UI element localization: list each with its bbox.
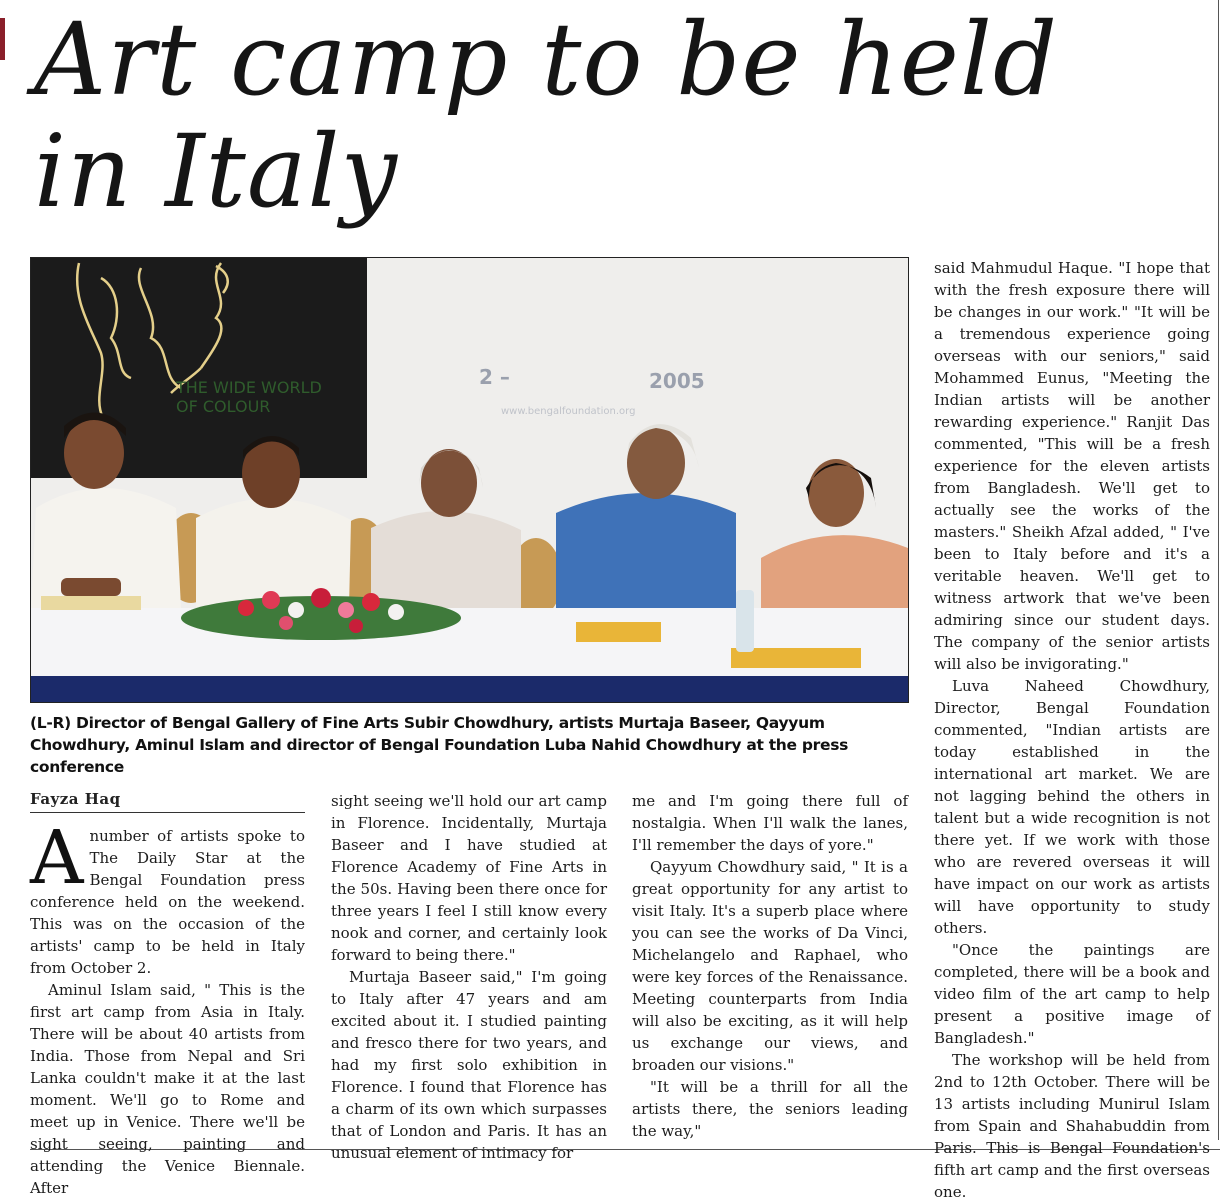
headline: Art camp to be held in Italy xyxy=(34,1,1058,230)
drop-cap: A xyxy=(30,815,84,901)
column4-paragraph-3: "Once the paintings are completed, there will be a book and video film of the art camp to help present a positive image of Bangladesh." xyxy=(934,941,1210,1047)
table-skirt xyxy=(31,676,908,702)
banner-date-right: 2005 xyxy=(649,369,705,393)
column1-p1-text: number of artists spoke to The Daily Star at the Bengal Foundation press conference held on the weekend. This was on the occasion of the artists' camp to be held in Italy from October 2. xyxy=(30,827,305,977)
banner-text-line2: OF COLOUR xyxy=(176,397,271,416)
column2-paragraph-1: sight seeing we'll hold our art camp in Florence. Incidentally, Murtaja Baseer and I have studied at Florence Academy of Fine Arts in the 50s. Having been there once for three years I feel I still know every nook and corner, and certainly look forward to being there." xyxy=(331,792,607,964)
banner-text-line1: THE WIDE WORLD xyxy=(176,378,322,397)
column1-paragraph-2: Aminul Islam said, " This is the first art camp from Asia in Italy. There will be about 40 artists from India. Those from Nepal and Sri Lanka couldn't make it at the last moment. We'll go to Rome and meet up in Venice. There we'll be sight seeing, painting and attending the Venice Biennale. After xyxy=(30,981,305,1197)
article-column-1 xyxy=(30,815,305,1199)
water-bottle xyxy=(736,590,754,652)
column3-paragraph-2: Qayyum Chowdhury said, " It is a great opportunity for any artist to visit Italy. It's a superb place where you can see the works of Da Vinci, Michelangelo and Raphael, who were key forces of the Renaissance. Meeting counterparts from India will also be exciting, as it will help us exchange our views, and broaden our visions." xyxy=(632,858,908,1074)
right-column-rule xyxy=(1218,0,1219,1140)
column3-paragraph-3: "It will be a thrill for all the artists there, the seniors leading the way," xyxy=(632,1078,908,1140)
photo-caption: (L-R) Director of Bengal Gallery of Fine Arts Subir Chowdhury, artists Murtaja Baseer, Qayyum Chowdhury, Aminul Islam and director of Bengal Foundation Luba Nahid Chowdhury at the press conference xyxy=(30,714,849,776)
left-edge-accent xyxy=(0,0,6,1156)
banner-url: www.bengalfoundation.org xyxy=(501,406,636,417)
column1-paragraph-1 xyxy=(30,815,305,979)
photo-illustration xyxy=(31,258,908,702)
article-column-3 xyxy=(632,790,908,1142)
column4-paragraph-4: The workshop will be held from 2nd to 12th October. There will be 13 artists including Munirul Islam from Spain and Shahabuddin from Paris. This is Bengal Foundation's fifth art camp and the first overseas one. xyxy=(934,1051,1210,1201)
column4-paragraph-1: said Mahmudul Haque. "I hope that with the fresh exposure there will be changes in our work." "It will be a tremendous experience going overseas with our seniors," said Mohammed Eunus, "Meeting the Indian artists will be another rewarding experience." Ranjit Das commented, "This will be a fresh experience for the eleven artists from Bangladesh. We'll get to actually see the works of the masters." Sheikh Afzal added, " I've been to Italy before and it's a veritable heaven. We'll get to witness artwork that we've been admiring since our student days. The company of the senior artists will also be invigorating." xyxy=(934,259,1210,673)
column4-paragraph-2: Luva Naheed Chowdhury, Director, Bengal Foundation commented, "Indian artists are today established in the international art market. We are not lagging behind the others in talent but a wide recognition is not there yet. If we work with those who are revered overseas it will have impact on our work as artists will have opportunity to study others. xyxy=(934,677,1210,937)
article-column-2 xyxy=(331,790,607,1164)
banner-date-left: 2 – xyxy=(479,365,510,389)
column2-paragraph-2: Murtaja Baseer said," I'm going to Italy after 47 years and am excited about it. I studied painting and fresco there for two years, and had my first solo exhibition in Florence. I found that Florence has a charm of its own which surpasses that of London and Paris. It has an unusual element of intimacy for xyxy=(331,968,607,1162)
article-column-4 xyxy=(934,257,1210,1203)
byline: Fayza Haq xyxy=(30,790,305,813)
press-conference-photo xyxy=(30,257,909,703)
column3-paragraph-1: me and I'm going there full of nostalgia. When I'll walk the lanes, I'll remember the days of yore." xyxy=(632,792,908,854)
